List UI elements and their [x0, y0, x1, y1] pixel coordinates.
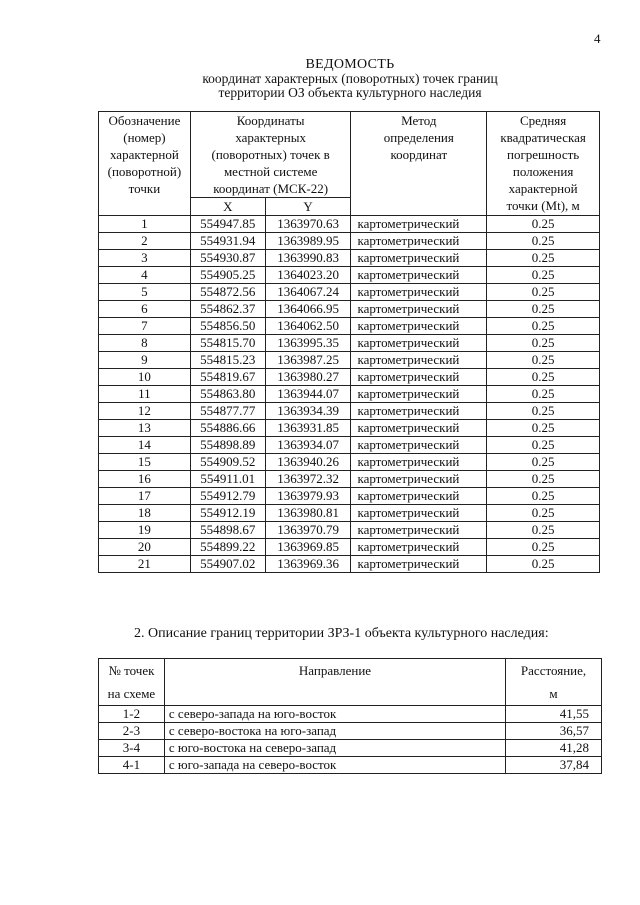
error-cell: 0.25	[487, 420, 600, 437]
point-number-cell: 1	[99, 216, 191, 233]
x-coordinate-cell: 554912.19	[190, 505, 265, 522]
method-cell: картометрический	[351, 352, 487, 369]
point-number-cell: 15	[99, 454, 191, 471]
method-cell: картометрический	[351, 233, 487, 250]
table-row	[99, 723, 602, 740]
error-cell: 0.25	[487, 267, 600, 284]
table-row	[99, 706, 602, 723]
x-coordinate-cell: 554907.02	[190, 556, 265, 573]
title-line-3: территории ОЗ объекта культурного наследия	[218, 85, 482, 100]
y-coordinate-cell: 1363980.81	[265, 505, 351, 522]
table-row	[99, 471, 600, 488]
method-cell: картометрический	[351, 369, 487, 386]
method-cell: картометрический	[351, 318, 487, 335]
error-cell: 0.25	[487, 539, 600, 556]
method-cell: картометрический	[351, 471, 487, 488]
segment-points-cell: 2-3	[99, 723, 165, 740]
error-cell: 0.25	[487, 505, 600, 522]
distance-cell: 36,57	[506, 723, 602, 740]
y-coordinate-cell: 1363934.07	[265, 437, 351, 454]
error-cell: 0.25	[487, 318, 600, 335]
y-coordinate-cell: 1363972.32	[265, 471, 351, 488]
distance-cell: 41,55	[506, 706, 602, 723]
y-coordinate-cell: 1363979.93	[265, 488, 351, 505]
table-row	[99, 216, 600, 233]
point-number-cell: 18	[99, 505, 191, 522]
x-coordinate-cell: 554909.52	[190, 454, 265, 471]
y-coordinate-cell: 1363940.26	[265, 454, 351, 471]
table-row	[99, 505, 600, 522]
table-row	[99, 318, 600, 335]
table-row	[99, 369, 600, 386]
point-number-cell: 9	[99, 352, 191, 369]
y-coordinate-cell: 1364062.50	[265, 318, 351, 335]
x-coordinate-cell: 554862.37	[190, 301, 265, 318]
y-coordinate-cell: 1363969.85	[265, 539, 351, 556]
document-title	[100, 58, 600, 100]
point-number-cell: 10	[99, 369, 191, 386]
x-coordinate-cell: 554815.23	[190, 352, 265, 369]
table-row	[99, 437, 600, 454]
table-row	[99, 301, 600, 318]
error-cell: 0.25	[487, 284, 600, 301]
error-cell: 0.25	[487, 522, 600, 539]
error-cell: 0.25	[487, 471, 600, 488]
table-row	[99, 556, 600, 573]
point-number-cell: 20	[99, 539, 191, 556]
x-coordinate-cell: 554819.67	[190, 369, 265, 386]
point-number-cell: 5	[99, 284, 191, 301]
y-coordinate-cell: 1363934.39	[265, 403, 351, 420]
y-coordinate-cell: 1363989.95	[265, 233, 351, 250]
direction-cell: с северо-запада на юго-восток	[164, 706, 505, 723]
method-cell: картометрический	[351, 522, 487, 539]
segment-points-cell: 4-1	[99, 757, 165, 774]
x-coordinate-cell: 554911.01	[190, 471, 265, 488]
method-cell: картометрический	[351, 403, 487, 420]
table-row	[99, 488, 600, 505]
x-coordinate-cell: 554899.22	[190, 539, 265, 556]
segment-points-cell: 3-4	[99, 740, 165, 757]
y-coordinate-cell: 1363980.27	[265, 369, 351, 386]
x-coordinate-cell: 554947.85	[190, 216, 265, 233]
error-cell: 0.25	[487, 403, 600, 420]
x-coordinate-cell: 554856.50	[190, 318, 265, 335]
method-cell: картометрический	[351, 335, 487, 352]
table-row	[99, 740, 602, 757]
table-row	[99, 267, 600, 284]
header-error: Средняя квадратическая погрешность положения характерной точки (Mt), м	[487, 112, 600, 216]
y-coordinate-cell: 1363970.79	[265, 522, 351, 539]
segment-points-cell: 1-2	[99, 706, 165, 723]
header-direction: Направление	[164, 659, 505, 706]
method-cell: картометрический	[351, 284, 487, 301]
error-cell: 0.25	[487, 437, 600, 454]
error-cell: 0.25	[487, 233, 600, 250]
boundary-description-table	[98, 658, 602, 774]
point-number-cell: 14	[99, 437, 191, 454]
point-number-cell: 19	[99, 522, 191, 539]
x-coordinate-cell: 554898.89	[190, 437, 265, 454]
header-x: X	[190, 198, 265, 216]
y-coordinate-cell: 1364023.20	[265, 267, 351, 284]
direction-cell: с юго-востока на северо-запад	[164, 740, 505, 757]
x-coordinate-cell: 554905.25	[190, 267, 265, 284]
table-row	[99, 352, 600, 369]
error-cell: 0.25	[487, 556, 600, 573]
header-points: № точек на схеме	[99, 659, 165, 706]
point-number-cell: 13	[99, 420, 191, 437]
title-line-2: координат характерных (поворотных) точек границ	[202, 71, 498, 86]
section-2-title: 2. Описание границ территории ЗРЗ-1 объекта культурного наследия:	[134, 626, 549, 641]
table-row	[99, 250, 600, 267]
x-coordinate-cell: 554872.56	[190, 284, 265, 301]
point-number-cell: 21	[99, 556, 191, 573]
method-cell: картометрический	[351, 267, 487, 284]
error-cell: 0.25	[487, 216, 600, 233]
y-coordinate-cell: 1363995.35	[265, 335, 351, 352]
y-coordinate-cell: 1364067.24	[265, 284, 351, 301]
header-coordinates: Координаты характерных (поворотных) точек в местной системе координат (МСК-22)	[190, 112, 351, 198]
x-coordinate-cell: 554912.79	[190, 488, 265, 505]
error-cell: 0.25	[487, 335, 600, 352]
table-row	[99, 233, 600, 250]
y-coordinate-cell: 1363969.36	[265, 556, 351, 573]
y-coordinate-cell: 1363990.83	[265, 250, 351, 267]
distance-cell: 41,28	[506, 740, 602, 757]
x-coordinate-cell: 554886.66	[190, 420, 265, 437]
method-cell: картометрический	[351, 250, 487, 267]
method-cell: картометрический	[351, 437, 487, 454]
table-row	[99, 522, 600, 539]
point-number-cell: 7	[99, 318, 191, 335]
table-row	[99, 386, 600, 403]
y-coordinate-cell: 1363944.07	[265, 386, 351, 403]
error-cell: 0.25	[487, 386, 600, 403]
method-cell: картометрический	[351, 556, 487, 573]
point-number-cell: 2	[99, 233, 191, 250]
table-row	[99, 335, 600, 352]
header-method: Метод определения координат	[351, 112, 487, 216]
point-number-cell: 4	[99, 267, 191, 284]
title-line-1: ВЕДОМОСТЬ	[305, 57, 395, 72]
error-cell: 0.25	[487, 488, 600, 505]
x-coordinate-cell: 554877.77	[190, 403, 265, 420]
error-cell: 0.25	[487, 352, 600, 369]
method-cell: картометрический	[351, 386, 487, 403]
error-cell: 0.25	[487, 250, 600, 267]
method-cell: картометрический	[351, 505, 487, 522]
table-row	[99, 284, 600, 301]
x-coordinate-cell: 554931.94	[190, 233, 265, 250]
method-cell: картометрический	[351, 216, 487, 233]
method-cell: картометрический	[351, 488, 487, 505]
method-cell: картометрический	[351, 539, 487, 556]
header-distance: Расстояние, м	[506, 659, 602, 706]
point-number-cell: 6	[99, 301, 191, 318]
x-coordinate-cell: 554815.70	[190, 335, 265, 352]
y-coordinate-cell: 1363931.85	[265, 420, 351, 437]
point-number-cell: 17	[99, 488, 191, 505]
method-cell: картометрический	[351, 454, 487, 471]
error-cell: 0.25	[487, 301, 600, 318]
header-y: Y	[265, 198, 351, 216]
direction-cell: с северо-востока на юго-запад	[164, 723, 505, 740]
table-row	[99, 420, 600, 437]
y-coordinate-cell: 1364066.95	[265, 301, 351, 318]
page-number: 4	[594, 31, 601, 46]
error-cell: 0.25	[487, 454, 600, 471]
direction-cell: с юго-запада на северо-восток	[164, 757, 505, 774]
point-number-cell: 12	[99, 403, 191, 420]
point-number-cell: 11	[99, 386, 191, 403]
error-cell: 0.25	[487, 369, 600, 386]
table-row	[99, 757, 602, 774]
coordinates-table	[98, 111, 600, 573]
point-number-cell: 8	[99, 335, 191, 352]
method-cell: картометрический	[351, 301, 487, 318]
point-number-cell: 3	[99, 250, 191, 267]
x-coordinate-cell: 554898.67	[190, 522, 265, 539]
point-number-cell: 16	[99, 471, 191, 488]
table-row	[99, 403, 600, 420]
header-point: Обозначение (номер) характерной (поворотной) точки	[99, 112, 191, 216]
table-row	[99, 454, 600, 471]
y-coordinate-cell: 1363970.63	[265, 216, 351, 233]
y-coordinate-cell: 1363987.25	[265, 352, 351, 369]
x-coordinate-cell: 554863.80	[190, 386, 265, 403]
method-cell: картометрический	[351, 420, 487, 437]
distance-cell: 37,84	[506, 757, 602, 774]
table-row	[99, 539, 600, 556]
x-coordinate-cell: 554930.87	[190, 250, 265, 267]
